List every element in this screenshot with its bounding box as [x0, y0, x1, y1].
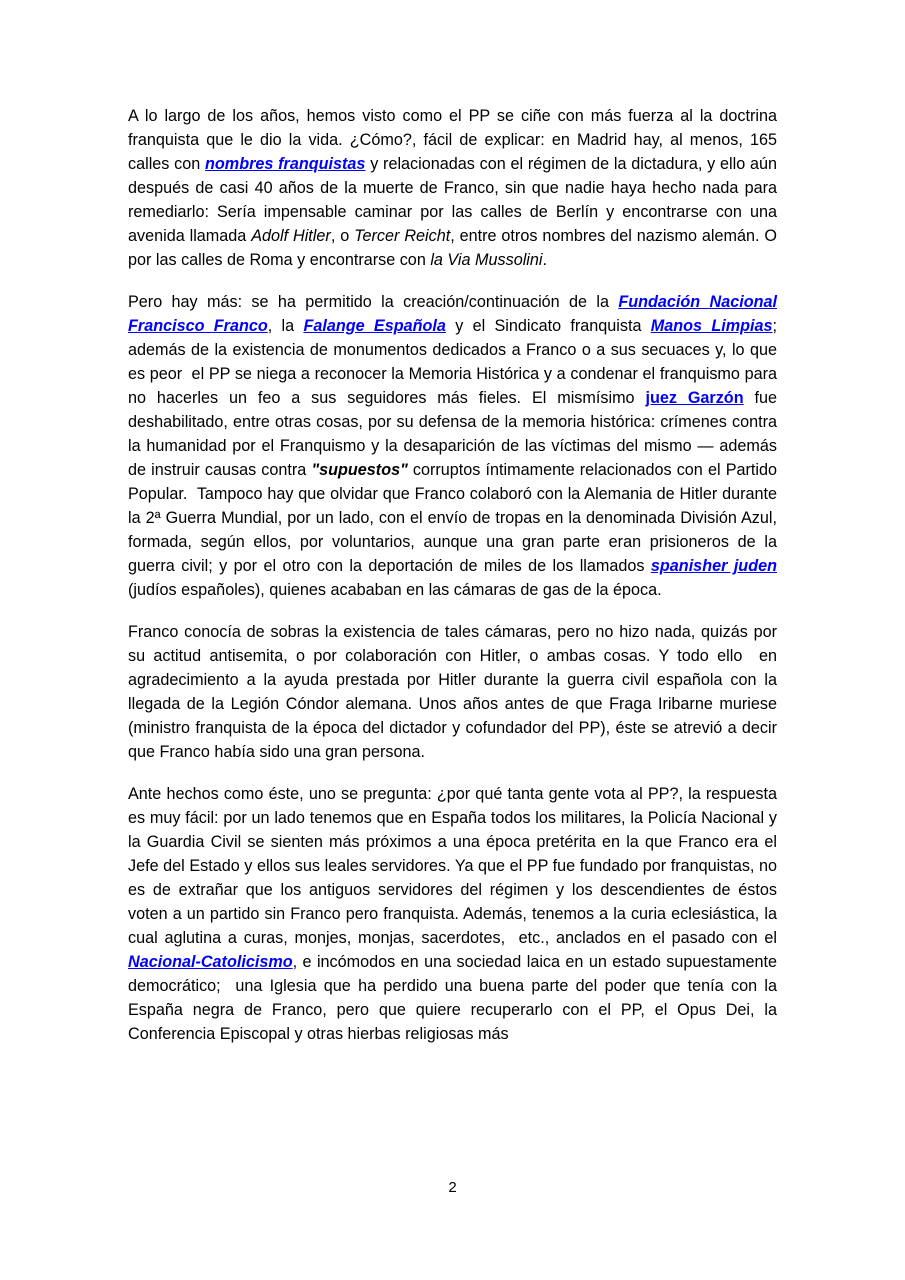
- text-run: la Via Mussolini: [430, 251, 543, 269]
- text-run: corruptos íntimamente relacionados con el Partido Popular. Tampoco hay que olvidar que Franco colaboró con la Alemania de Hitler durante la 2ª Guerra Mundial, por un lado, con el envío de tropas en la denominada División Azul, formada, según ellos, por voluntarios, aunque una gran parte eran prisioneros de la guerra civil; y por el otro con la deportación de miles de los llamados: [128, 461, 777, 575]
- paragraph: [128, 620, 777, 764]
- paragraph: [128, 290, 777, 602]
- text-run: (judíos españoles), quienes acababan en las cámaras de gas de la época.: [128, 581, 662, 599]
- text-run: A lo largo de los años, hemos visto como el PP se ciñe con más fuerza al la doctrina franquista que le dio la vida. ¿Cómo?, fácil de explicar: en Madrid hay, al menos, 165 calles con: [128, 107, 777, 173]
- text-run: "supuestos": [311, 461, 408, 479]
- link-manos-limpias[interactable]: Manos Limpias: [650, 317, 773, 335]
- text-run: , entre otros nombres del nazismo alemán. O por las calles de Roma y encontrarse con: [128, 227, 778, 269]
- link-spanisher-juden[interactable]: spanisher juden: [650, 557, 777, 575]
- text-run: , e incómodos en una sociedad laica en un estado supuestamente democrático; una Iglesia que ha perdido una buena parte del poder que tenía con la España negra de Franco, pero que quiere recuperarlo con el PP, el Opus Dei, la Conferencia Episcopal y otras hierbas religiosas más: [128, 953, 777, 1043]
- link-nombres-franquistas[interactable]: nombres franquistas: [205, 155, 366, 173]
- text-run: Pero hay más: se ha permitido la creación/continuación de la: [128, 293, 619, 311]
- link-nacional-catolicismo[interactable]: Nacional-Catolicismo: [128, 953, 293, 971]
- text-run: , o: [330, 227, 355, 245]
- link-juez-garzon[interactable]: juez Garzón: [645, 389, 744, 407]
- page-body: [128, 104, 777, 1064]
- text-run: Tercer Reicht: [354, 227, 451, 245]
- link-falange-espanola[interactable]: Falange Española: [303, 317, 446, 335]
- paragraph: [128, 782, 777, 1046]
- page-number: 2: [448, 1179, 457, 1196]
- text-run: y el Sindicato franquista: [445, 317, 651, 335]
- text-run: Franco conocía de sobras la existencia de tales cámaras, pero no hizo nada, quizás por su actitud antisemita, o por colaboración con Hitler, o ambas cosas. Y todo ello en agradecimiento a la ayuda prestada por Hitler durante la guerra civil española con la llegada de la Legión Cóndor alemana. Unos años antes de que Fraga Iribarne muriese (ministro franquista de la época del dictador y cofundador del PP), éste se atrevió a decir que Franco había sido una gran persona.: [128, 623, 777, 761]
- link-fundacion-nacional-francisco-franco[interactable]: Fundación Nacional Francisco Franco: [128, 293, 777, 335]
- text-run: fue deshabilitado, entre otras cosas, por su defensa de la memoria histórica: crímenes contra la humanidad por el Franquismo y la desaparición de las víctimas del mismo — además de instruir causas contra: [128, 389, 777, 479]
- text-run: .: [542, 251, 547, 269]
- text-run: ; además de la existencia de monumentos dedicados a Franco o a sus secuaces y, lo que es peor el PP se niega a reconocer la Memoria Histórica y a condenar el franquismo para no hacerles un feo a sus seguidores más fieles. El mismísimo: [128, 317, 777, 407]
- paragraph: [128, 104, 777, 272]
- text-run: Ante hechos como éste, uno se pregunta: ¿por qué tanta gente vota al PP?, la respuesta es muy fácil: por un lado tenemos que en España todos los militares, la Policía Nacional y la Guardia Civil se sienten más próximos a una época pretérita en la que Franco era el Jefe del Estado y ellos sus leales servidores. Ya que el PP fue fundado por franquistas, no es de extrañar que los antiguos servidores del régimen y los descendientes de éstos voten a un partido sin Franco pero franquista. Además, tenemos a la curia eclesiástica, la cual aglutina a curas, monjes, monjas, sacerdotes, etc., anclados en el pasado con el: [128, 785, 777, 947]
- text-run: , la: [267, 317, 304, 335]
- text-run: Adolf Hitler: [251, 227, 331, 245]
- text-run: y relacionadas con el régimen de la dictadura, y ello aún después de casi 40 años de la muerte de Franco, sin que nadie haya hecho nada para remediarlo: Sería impensable caminar por las calles de Berlín y encontrarse con una avenida llamada: [128, 155, 777, 245]
